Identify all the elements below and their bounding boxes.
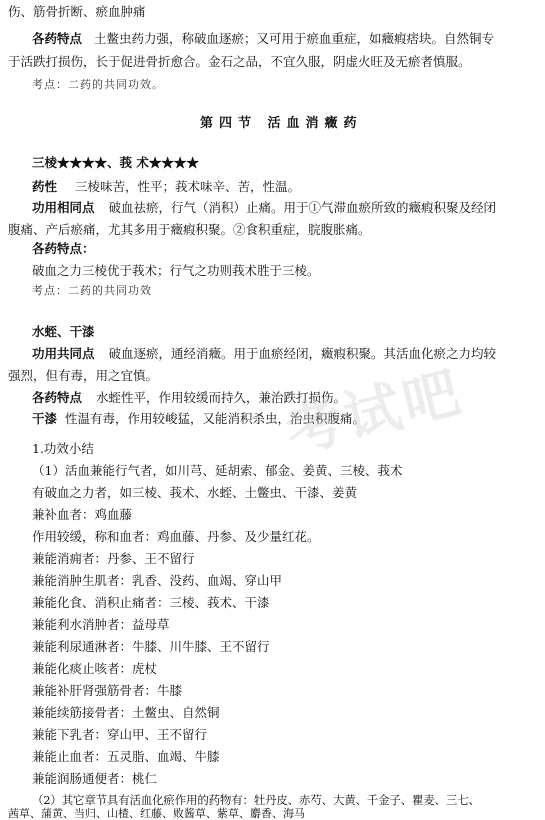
paragraph-text: 土鳖虫药力强，称破血逐瘀；又可用于瘀血重症，如癥瘕痞块。自然铜专: [94, 31, 495, 46]
text-line: 兼能补肝肾强筋骨者：牛膝: [32, 683, 183, 698]
text-line: 兼能化痰止咳者：虎杖: [32, 661, 158, 676]
text-line: [32, 202, 496, 215]
subheading: 1.功效小结: [32, 441, 94, 456]
text-line: 于活跌打损伤，长于促进骨折愈合。金石之品，不宜久服，阴虚火旺及无瘀者慎服。: [8, 54, 471, 69]
text-line: 兼能止血者：五灵脂、血竭、牛膝: [32, 749, 220, 764]
text-line: [32, 33, 494, 46]
section-label: 各药特点: [32, 390, 83, 405]
paragraph-text: 性温有毒，作用较峻猛，又能消积杀虫，治虫积腹痛。: [65, 411, 366, 426]
text-line: 腹痛、产后瘀痛，尤其多用于癥瘕积聚。②食积重症，脘腹胀痛。: [8, 222, 371, 237]
herb-heading: 三棱★★★★、莪 术★★★★: [32, 155, 199, 170]
text-line: 兼能续筋接骨者：土鳖虫、自然铜: [32, 705, 220, 720]
text-line: 兼能利尿通淋者：牛膝、川牛膝、王不留行: [32, 639, 270, 654]
exam-note: 考点：二药的共同功效: [32, 284, 152, 297]
text-line: 兼能下乳者：穿山甲、王不留行: [32, 727, 208, 742]
text-line: 兼能利水消肿者：益母草: [32, 617, 170, 632]
text-line: 兼能化食、消积止痛者：三棱、莪术、干漆: [32, 595, 270, 610]
text-line: 作用较缓，称和血者：鸡血藤、丹参、及少量红花。: [32, 529, 320, 544]
text-line: 茜草、蒲黄、当归、山楂、红藤、败酱草、紫草、麝香、海马: [8, 807, 305, 820]
text-line: 有破血之力者，如三棱、莪术、水蛭、土鳖虫、干漆、姜黄: [32, 485, 358, 500]
paragraph-text: 破血祛瘀，行气（消积）止痛。用于①气滞血瘀所致的癥瘕积聚及经闭: [108, 200, 497, 215]
paragraph-text: 破血逐瘀，通经消癥。用于血瘀经闭，癥瘕积聚。其活血化瘀之力均较: [108, 346, 497, 361]
section-label: 各药特点：: [32, 241, 95, 256]
section-label: 功用相同点: [32, 200, 95, 215]
watermark: 考试吧: [279, 359, 471, 466]
section-label: 干漆: [32, 411, 58, 426]
text-line: [32, 392, 346, 405]
text-line: 兼能消肿生肌者：乳香、没药、血竭、穿山甲: [32, 573, 283, 588]
paragraph-text: 水蛭性平，作用较缓而持久，兼治跌打损伤。: [96, 390, 347, 405]
text-line: 强烈，但有毒，用之宜慎。: [8, 368, 159, 383]
text-line: 伤、筋骨折断、瘀血肿痛: [8, 4, 146, 19]
text-line: [32, 413, 365, 426]
text-line: 破血之力三棱优于莪术；行气之功则莪术胜于三棱。: [32, 263, 320, 278]
section-label: 各药特点: [32, 31, 83, 46]
text-line: （1）活血兼能行气者，如川芎、延胡索、郁金、姜黄、三棱、莪术: [32, 463, 403, 478]
section-title: 第四节 活血消癥药: [200, 116, 363, 131]
herb-heading: 水蛭、干漆: [32, 324, 95, 339]
text-line: 兼能润肠通便者：桃仁: [32, 771, 158, 786]
paragraph-text: 三棱味苦，性平；莪术味辛、苦，性温。: [75, 179, 301, 194]
text-line: 兼补血者：鸡血藤: [32, 507, 133, 522]
section-label: 药性: [32, 179, 58, 194]
text-line: [32, 348, 496, 361]
text-line: （2）其它章节具有活血化瘀作用的药物有：牡丹皮、赤芍、大黄、千金子、瞿麦、三七、: [32, 793, 480, 807]
text-line: 兼能消痈者：丹参、王不留行: [32, 551, 195, 566]
exam-note: 考点：二药的共同功效。: [32, 78, 164, 91]
text-line: [32, 181, 300, 194]
section-label: 功用共同点: [32, 346, 95, 361]
